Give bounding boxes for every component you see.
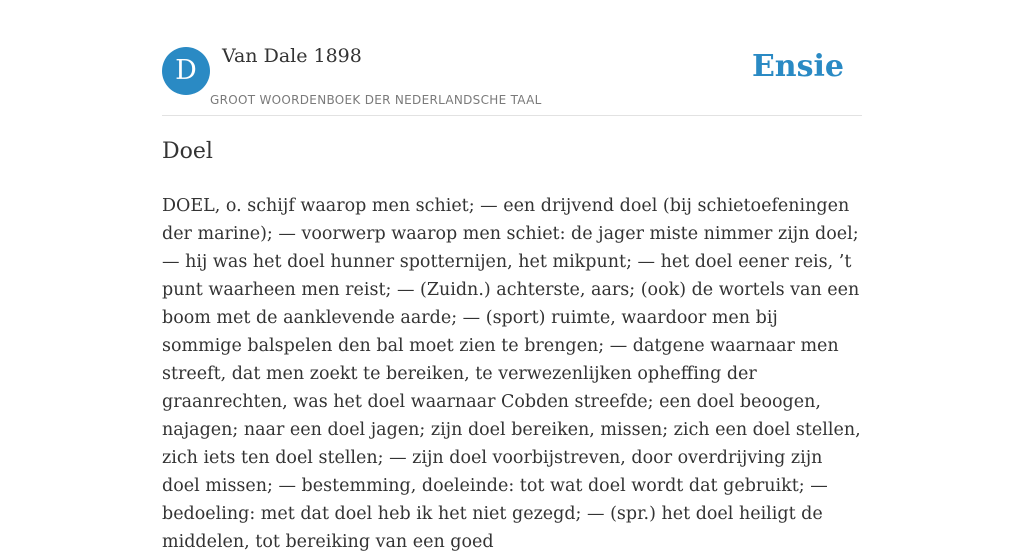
source-header	[162, 0, 862, 116]
source-avatar[interactable]: D	[162, 47, 210, 95]
brand-logo-link[interactable]: Ensie	[751, 49, 844, 84]
entry-title: Doel	[162, 139, 213, 164]
source-title[interactable]: Van Dale 1898	[222, 45, 362, 67]
source-subtitle: GROOT WOORDENBOEK DER NEDERLANDSCHE TAAL	[210, 93, 542, 107]
entry-definition: DOEL, o. schijf waarop men schiet; — een drijvend doel (bij schietoefeningen der marine); — voorwerp waarop men schiet: de jager miste nimmer zijn doel; — hij was het doel hunner spotternijen, het mikpunt; — het doel eener reis, ’t punt waarheen men reist; — (Zuidn.) achterste, aars; (ook) de wortels van een boom met de aanklevende aarde; — (sport) ruimte, waardoor men bij sommige balspelen den bal moet zien te brengen; — datgene waarnaar men streeft, dat men zoekt te bereiken, te verwezenlijken opheffing der graanrechten, was het doel waarnaar Cobden streefde; een doel beoogen, najagen; naar een doel jagen; zijn doel bereiken, missen; zich een doel stellen, zich iets ten doel stellen; — zijn doel voorbijstreven, door overdrijving zijn doel missen; — bestemming, doeleinde: tot wat doel wordt dat gebruikt; — bedoeling: met dat doel heb ik het niet gezegd; — (spr.) het doel heiligt de middelen, tot bereiking van een goed	[162, 196, 861, 552]
